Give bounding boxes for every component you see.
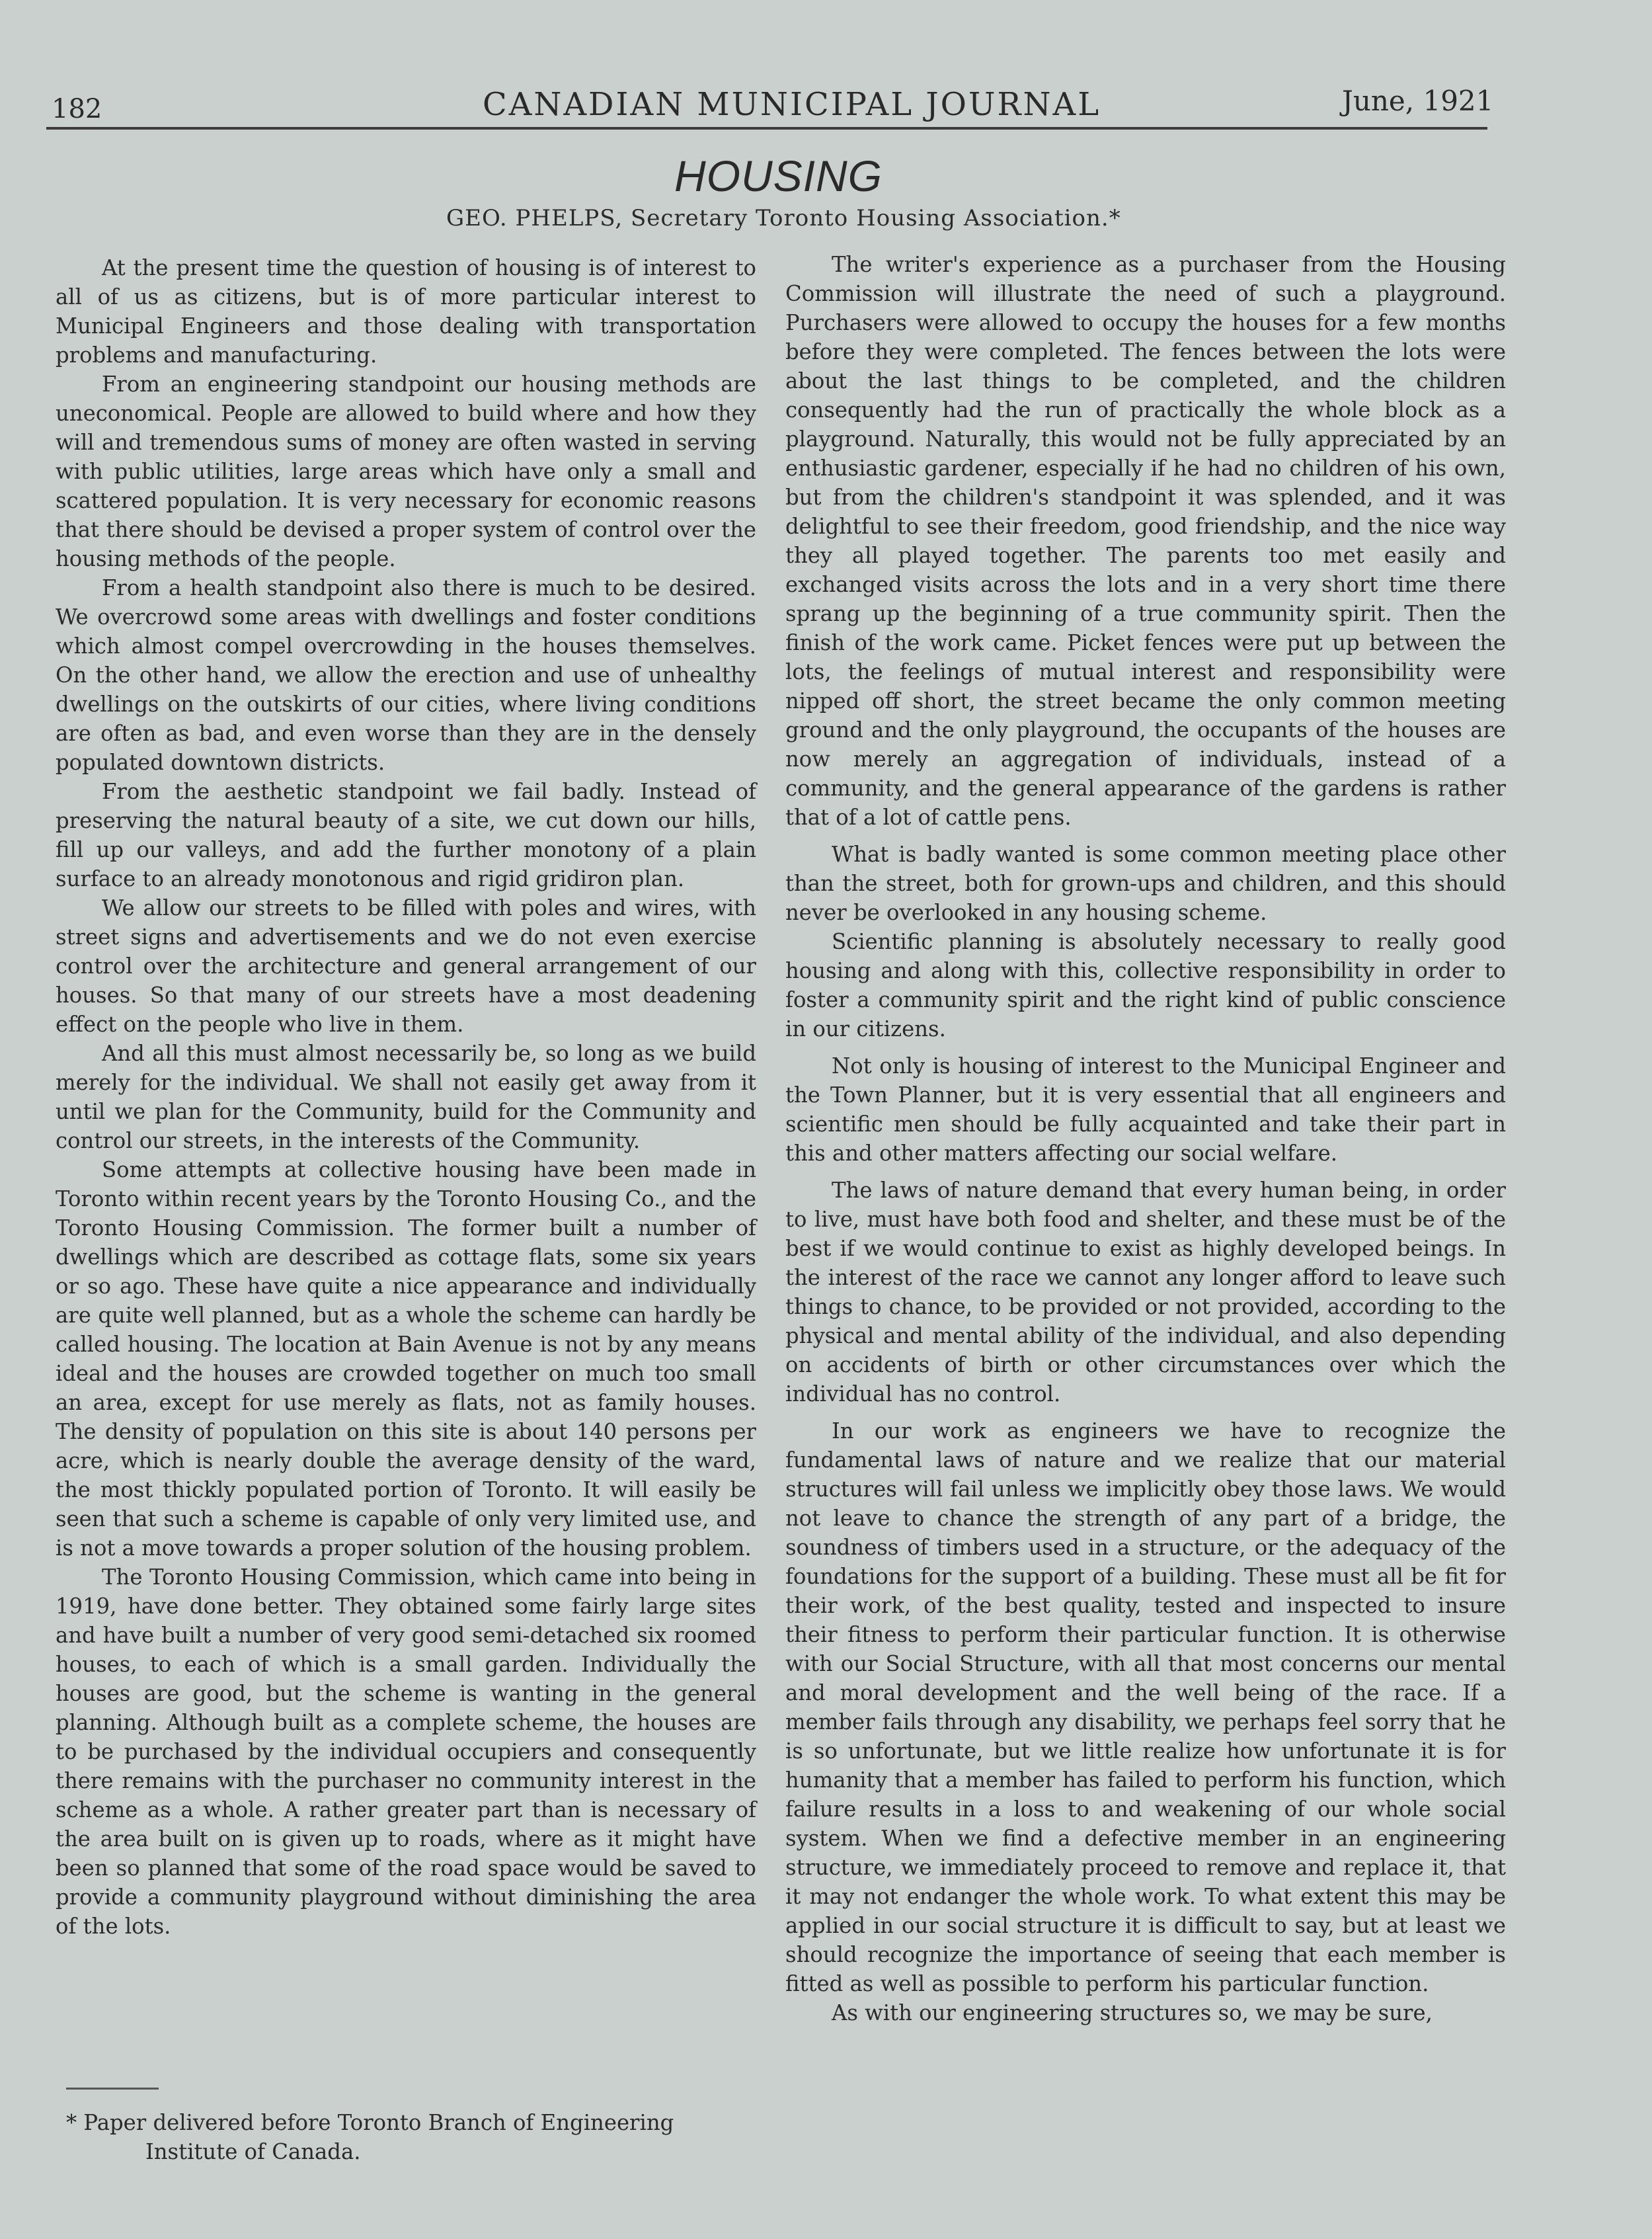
paragraph: From the aesthetic standpoint we fail badly. Instead of preserving the natural beauty of a site, we cut down our hills, fill up our valleys, and add the further monotony of a plain surface to an already monotonous and rigid gridiron plan. — [56, 779, 756, 891]
article-title: HOUSING — [674, 151, 883, 200]
footnote-rule — [66, 2088, 159, 2090]
paragraph: The laws of nature demand that every human being, in order to live, must have both food and shelter, and these must be of the best if we would continue to exist as highly developed beings. In the interest of the race we cannot any longer afford to leave such things to chance, to be provided or not provided, according to the physical and mental ability of the individual, and also depending on accidents of birth or other circumstances over which the individual has no control. — [785, 1178, 1506, 1406]
left-column — [56, 253, 756, 1941]
paragraph: The writer's experience as a purchaser from the Housing Commission will illustrate the need of such a playground. Purchasers were allowed to occupy the houses for a few months before they were completed. The fences between the lots were about the last things to be completed, and the children consequently had the run of practically the whole block as a playground. Naturally, this would not be fully appreciated by an enthusiastic gardener, especially if he had no children of his own, but from the children's standpoint it was splended, and it was delightful to see their freedom, good friendship, and the nice way they all played together. The parents too met easily and exchanged visits across the lots and in a very short time there sprang up the beginning of a true community spirit. Then the finish of the work came. Picket fences were put up between the lots, the feelings of mutual interest and responsibility were nipped off short, the street became the only common meeting ground and the only playground, the occupants of the houses are now merely an aggregation of individuals, instead of a community, and the general appearance of the gardens is rather that of a lot of cattle pens. — [785, 252, 1506, 830]
paragraph: From a health standpoint also there is much to be desired. We overcrowd some areas with dwellings and foster conditions which almost compel overcrowding in the houses themselves. On the other hand, we allow the erection and use of unhealthy dwellings on the outskirts of our cities, where living conditions are often as bad, and even worse than they are in the densely populated downtown districts. — [56, 575, 756, 775]
footnote — [66, 2108, 773, 2166]
paragraph: In our work as engineers we have to recognize the fundamental laws of nature and we realize that our material structures will fail unless we implicitly obey those laws. We would not leave to chance the strength of any part of a bridge, the soundness of timbers used in a structure, or the adequacy of the foundations for the support of a building. These must all be fit for their work, of the best quality, tested and inspected to insure their fitness to perform their particular function. It is otherwise with our Social Structure, with all that most concerns our mental and moral development and the well being of the race. If a member fails through any disability, we perhaps feel sorry that he is so unfortunate, but we little realize how unfortunate it is for humanity that a member has failed to perform his function, which failure results in a loss to and weakening of our whole social system. When we find a defective member in an engineering structure, we immediately proceed to remove and replace it, that it may not endanger the whole work. To what extent this may be applied in our social structure it is difficult to say, but at least we should recognize the importance of seeing that each member is fitted as well as possible to perform his particular function. — [785, 1418, 1506, 1996]
paragraph: As with our engineering structures so, we may be sure, — [832, 2000, 1433, 2025]
paragraph: Scientific planning is absolutely necessary to really good housing and along with this, collective responsibility in order to foster a community spirit and the right kind of public conscience in our citizens. — [785, 929, 1506, 1041]
right-column — [785, 250, 1506, 2027]
issue-date: June, 1921 — [1342, 85, 1494, 117]
paragraph: What is badly wanted is some common meeting place other than the street, both for grown-ups and children, and this should never be overlooked in any housing scheme. — [785, 842, 1506, 925]
paragraph: Some attempts at collective housing have been made in Toronto within recent years by the Toronto Housing Co., and the Toronto Housing Commission. The former built a number of dwellings which are described as cottage flats, some six years or so ago. These have quite a nice appearance and individually are quite well planned, but as a whole the scheme can hardly be called housing. The location at Bain Avenue is not by any means ideal and the houses are crowded together on much too small an area, except for use merely as flats, not as family houses. The density of population on this site is about 140 persons per acre, which is nearly double the average density of the ward, the most thickly populated portion of Toronto. It will easily be seen that such a scheme is capable of only very limited use, and is not a move towards a proper solution of the housing problem. — [56, 1157, 756, 1561]
paragraph: Not only is housing of interest to the Municipal Engineer and the Town Planner, but it is very essential that all engineers and scientific men should be fully acquainted and take their part in this and other matters affecting our social welfare. — [785, 1053, 1506, 1166]
footnote-line: * Paper delivered before Toronto Branch of Engineering — [66, 2110, 674, 2135]
header-rule — [46, 127, 1487, 130]
footnote-line: Institute of Canada. — [145, 2139, 361, 2164]
page-number: 182 — [52, 94, 102, 124]
journal-title: CANADIAN MUNICIPAL JOURNAL — [483, 86, 1101, 123]
paragraph: From an engineering standpoint our housing methods are uneconomical. People are allowed to build where and how they will and tremendous sums of money are often wasted in serving with public utilities, large areas which have only a small and scattered population. It is very necessary for economic reasons that there should be devised a proper system of control over the housing methods of the people. — [56, 372, 756, 571]
paragraph: And all this must almost necessarily be, so long as we build merely for the individual. We shall not easily get away from it until we plan for the Community, build for the Community and control our streets, in the interests of the Community. — [56, 1041, 756, 1153]
article-byline: GEO. PHELPS, Secretary Toronto Housing Association.* — [446, 205, 1121, 231]
paragraph: At the present time the question of housing is of interest to all of us as citizens, but is of more particular interest to Municipal Engineers and those dealing with transportation problems and manufacturing. — [56, 255, 756, 368]
paragraph: We allow our streets to be filled with poles and wires, with street signs and advertisements and we do not even exercise control over the architecture and general arrangement of our houses. So that many of our streets have a most deadening effect on the people who live in them. — [56, 895, 756, 1037]
paragraph: The Toronto Housing Commission, which came into being in 1919, have done better. They obtained some fairly large sites and have built a number of very good semi-detached six roomed houses, to each of which is a small garden. Individually the houses are good, but the scheme is wanting in the general planning. Although built as a complete scheme, the houses are to be purchased by the individual occupiers and consequently there remains with the purchaser no community interest in the scheme as a whole. A rather greater part than is necessary of the area built on is given up to roads, where as it might have been so planned that some of the road space would be saved to provide a community playground without diminishing the area of the lots. — [56, 1565, 756, 1939]
